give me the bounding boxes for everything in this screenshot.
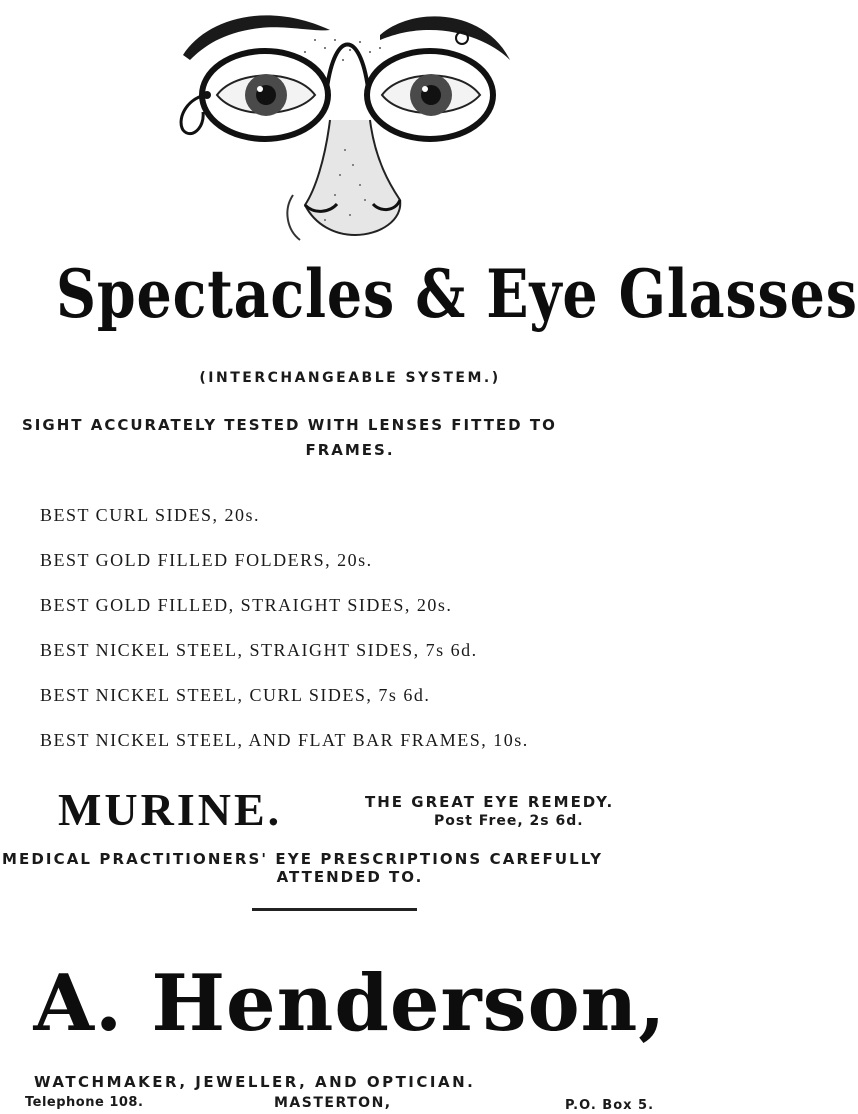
sight-testing-line-2: FRAMES. [305,441,395,459]
price-list-item: BEST GOLD FILLED FOLDERS, 20s. [40,550,373,570]
business-trades: WATCHMAKER, JEWELLER, AND OPTICIAN. [34,1073,476,1091]
subheading: (INTERCHANGEABLE SYSTEM.) [199,370,501,386]
price-list-item: BEST NICKEL STEEL, AND FLAT BAR FRAMES, 10s. [40,730,529,750]
sight-testing-line-1: SIGHT ACCURATELY TESTED WITH LENSES FITTED TO [22,416,557,434]
town-name: MASTERTON, [274,1095,392,1111]
price-list-item: BEST NICKEL STEEL, CURL SIDES, 7s 6d. [40,685,431,705]
murine-product-name: MURINE. [58,784,283,835]
murine-price: Post Free, 2s 6d. [434,813,584,829]
business-name: A. Henderson, [33,958,667,1049]
price-list [40,500,680,770]
divider-rule [252,908,417,911]
headline: Spectacles & Eye Glasses [56,255,858,333]
telephone-number: Telephone 108. [25,1095,144,1110]
spectacles-eyes-illustration [165,0,525,250]
price-list-item: BEST GOLD FILLED, STRAIGHT SIDES, 20s. [40,595,453,615]
medical-prescriptions-line-2: ATTENDED TO. [276,868,424,886]
medical-prescriptions-line-1: MEDICAL PRACTITIONERS' EYE PRESCRIPTIONS CAREFULLY [2,850,604,868]
po-box: P.O. Box 5. [565,1098,655,1113]
price-list-item: BEST CURL SIDES, 20s. [40,505,261,525]
murine-tagline: THE GREAT EYE REMEDY. [365,793,615,811]
price-list-item: BEST NICKEL STEEL, STRAIGHT SIDES, 7s 6d. [40,640,478,660]
